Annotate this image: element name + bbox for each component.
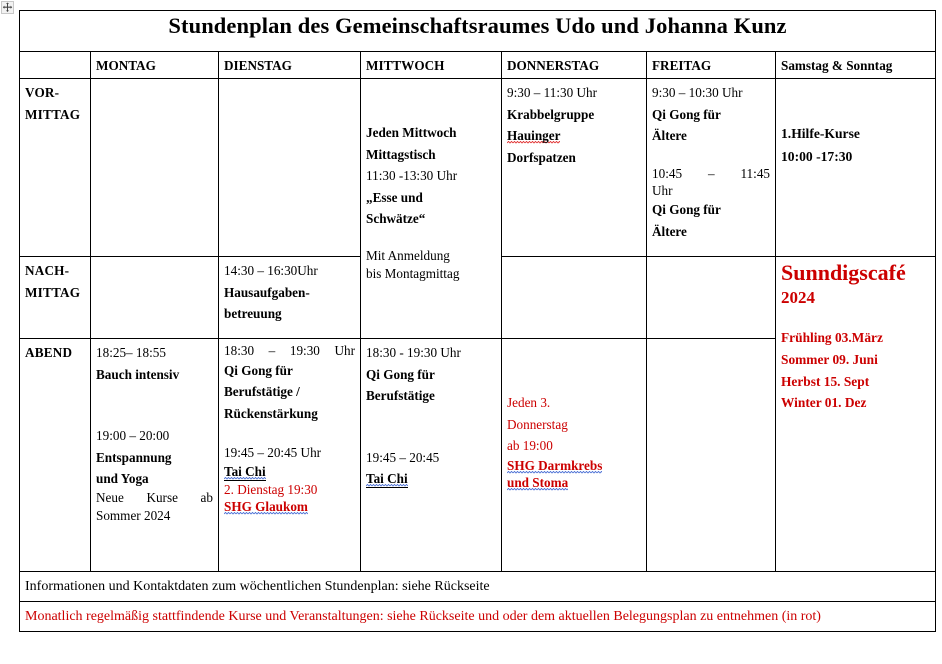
season-fruehling: Frühling 03.März — [781, 330, 883, 346]
footer-note-text: Monatlich regelmäßig stattfindende Kurse und Veranstaltungen: siehe Rückseite und oder dem aktuellen Belegungsplan zu entnehmen (in rot) — [25, 609, 821, 625]
header-wochenende: Samstag & Sonntag — [776, 52, 936, 79]
grammar-flagged-und-stoma: und Stoma — [507, 474, 569, 490]
rowlabel-vormittag: VOR- MITTAG — [20, 79, 91, 257]
footer-info-cell — [20, 572, 936, 602]
header-donnerstag: DONNERSTAG — [502, 52, 647, 79]
footer-info-row — [20, 572, 936, 602]
season-herbst: Herbst 15. Sept — [781, 373, 870, 389]
cell-nachmittag-freitag — [647, 257, 776, 339]
grammar-flagged-shg-glaukom: SHG Glaukom — [224, 499, 308, 515]
cell-vormittag-wochenende: 1.Hilfe-Kurse 10:00 -17:30 — [776, 79, 936, 257]
season-winter: Winter 01. Dez — [781, 395, 867, 411]
season-sommer: Sommer 09. Juni — [781, 352, 878, 367]
cell-vormittag-montag — [91, 79, 219, 257]
cell-mittwoch-mittagstisch: Jeden Mittwoch Mittagstisch 11:30 -13:30 Uhr „Esse und Schwätze“ Mit Anmeldung bis Montagmittag — [361, 79, 502, 339]
page-title: Stundenplan des Gemeinschaftsraumes Udo und Johanna Kunz — [168, 13, 787, 38]
misspelled-word-hauinger: Hauinger — [507, 128, 561, 144]
header-freitag: FREITAG — [647, 52, 776, 79]
cell-sunndigscafe — [776, 257, 936, 572]
header-dienstag: DIENSTAG — [219, 52, 361, 79]
day-header-row — [20, 52, 936, 79]
cell-vormittag-donnerstag: 9:30 – 11:30 Uhr Krabbelgruppe Hauinger Dorfspatzen — [502, 79, 647, 257]
cell-nachmittag-dienstag: 14:30 – 16:30Uhr Hausaufgaben- betreuung — [219, 257, 361, 339]
cell-abend-mittwoch: 18:30 - 19:30 Uhr Qi Gong für Berufstätige 19:45 – 20:45 Tai Chi — [361, 339, 502, 572]
cell-abend-dienstag: 18:30 – 19:30 Uhr Qi Gong für Berufstätige / Rückenstärkung 19:45 – 20:45 Uhr Tai Chi 2. Dienstag 19:30 SHG Glaukom — [219, 339, 361, 572]
cell-abend-donnerstag: Jeden 3. Donnerstag ab 19:00 SHG Darmkrebs und Stoma — [502, 339, 647, 572]
sunndigscafe-title: Sunndigscafé — [781, 260, 906, 286]
table-move-handle-icon[interactable] — [1, 1, 14, 14]
title-banner — [20, 11, 936, 52]
footer-note-cell — [20, 602, 936, 632]
dienstag-abend-time1: 18:30 – 19:30 Uhr — [224, 343, 356, 359]
freitag-second-time: 10:45 – 11:45 — [652, 165, 771, 181]
grammar-flagged-tai-chi: Tai Chi — [224, 464, 266, 480]
grammar-flagged-tai-chi-mittwoch: Tai Chi — [366, 470, 408, 486]
grammar-flagged-shg-darmkrebs: SHG Darmkrebs — [507, 457, 603, 473]
header-mittwoch: MITTWOCH — [361, 52, 502, 79]
header-montag: MONTAG — [91, 52, 219, 79]
cell-vormittag-freitag: 9:30 – 10:30 Uhr Qi Gong für Ältere 10:45 – 11:45 Uhr Qi Gong für Ältere — [647, 79, 776, 257]
cell-abend-montag: 18:25– 18:55 Bauch intensiv 19:00 – 20:00 Entspannung und Yoga Neue Kurse ab Sommer 2024 — [91, 339, 219, 572]
title-row — [20, 11, 936, 52]
cell-vormittag-dienstag — [219, 79, 361, 257]
footer-note-row — [20, 602, 936, 632]
cell-nachmittag-montag — [91, 257, 219, 339]
rowlabel-abend: ABEND — [20, 339, 91, 572]
schedule-table — [19, 10, 936, 632]
rowlabel-nachmittag: NACH- MITTAG — [20, 257, 91, 339]
cell-nachmittag-donnerstag — [502, 257, 647, 339]
sunndigscafe-year: 2024 — [781, 288, 815, 308]
header-corner-cell — [20, 52, 91, 79]
montag-note-line1: Neue Kurse ab — [96, 490, 213, 506]
cell-abend-freitag — [647, 339, 776, 572]
footer-info-text: Informationen und Kontaktdaten zum wöchentlichen Stundenplan: siehe Rückseite — [25, 579, 490, 595]
row-vormittag — [20, 79, 936, 257]
